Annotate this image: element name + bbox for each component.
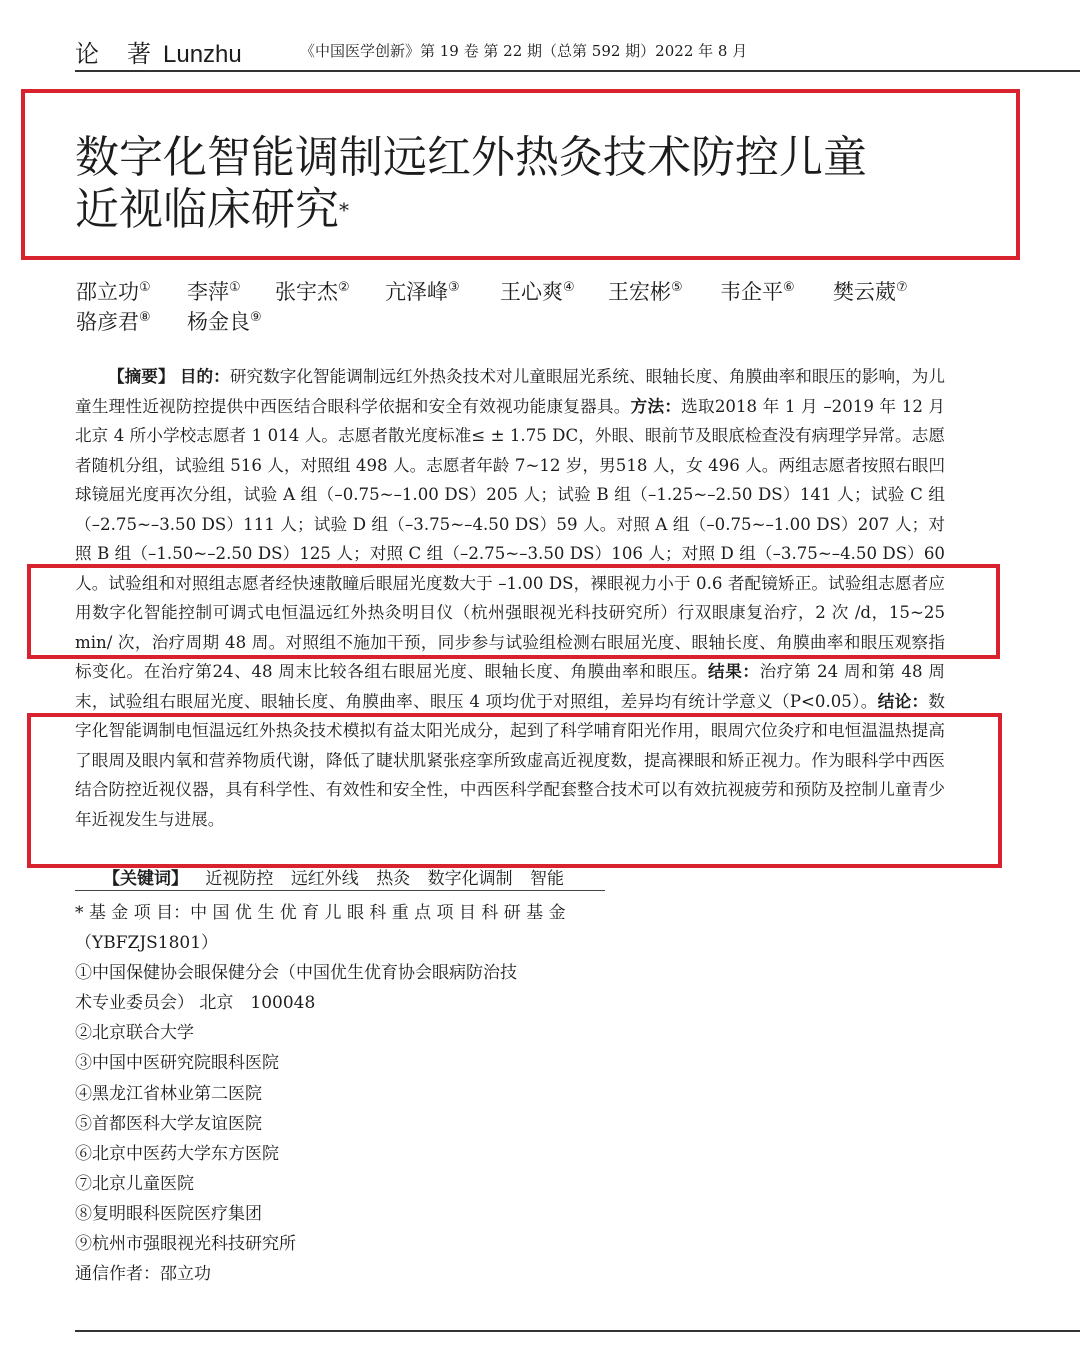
author-affiliation-mark: ② [338,280,350,295]
author-affiliation-mark: ⑥ [783,280,795,295]
fund-note: * 基 金 项 目：中 国 优 生 优 育 儿 眼 科 重 点 项 目 科 研 基 金 [75,903,566,923]
keyword: 数字化调制 [427,869,513,889]
author-affiliation-mark: ① [139,280,151,295]
conclusion-label: 结论： [877,691,929,711]
author [833,276,908,306]
author [76,276,151,306]
method-label: 方法： [630,396,682,416]
header-rule [75,70,1080,72]
section-label [75,34,242,69]
author-name: 邵立功 [76,280,139,304]
author [187,306,262,336]
affiliation: ③中国中医研究院眼科医院 [75,1053,279,1074]
affiliation: ⑥北京中医药大学东方医院 [75,1143,279,1164]
author-affiliation-mark: ④ [563,280,575,295]
keyword: 热灸 [376,869,411,889]
keyword: 远红外线 [290,869,359,889]
author-name: 王宏彬 [608,280,671,304]
title-footnote-mark: * [339,198,349,222]
title-line-2 [75,184,995,236]
conclusion-text: 数字化智能调制电恒温远红外热灸技术模拟有益太阳光成分，起到了科学哺育阳光作用，眼周穴位灸疗和电恒温温热提高了眼周及眼内氧和营养物质代谢，降低了睫状肌紧张痉挛所致虚高近视度数，提高裸眼和矫正视力。作为眼科学中西医结合防控近视仪器，具有科学性、有效性和安全性，中西医科学配套整合技术可以有效抗视疲劳和预防及控制儿童青少年近视发生与进展。 [75,691,945,829]
author [720,276,795,306]
author-name: 骆彦君 [76,310,139,334]
journal-citation: 《中国医学创新》第 19 卷 第 22 期（总第 592 期）2022 年 8 月 [300,42,748,60]
affiliation: ⑦北京儿童医院 [75,1173,194,1194]
abstract-label: 【摘要】 [108,367,175,386]
running-header [75,34,1080,74]
keyword: 智能 [530,869,565,889]
affiliation: ⑧复明眼科医院医疗集团 [75,1203,262,1224]
author-affiliation-mark: ⑦ [896,280,908,295]
footnotes [75,898,595,1289]
result-label: 结果： [708,662,760,681]
result-text: 治疗第 24 周和第 48 周末，试验组右眼屈光度、眼轴长度、角膜曲率、眼压 4 项均优于对照组，差异均有统计学意义（P<0.05）。 [75,662,946,711]
method-text: 选取2018 年 1 月 –2019 年 12 月北京 4 所小学校志愿者 1 014 人。志愿者散光度标准≤ ± 1.75 DC，外眼、眼前节及眼底检查没有病理学异常。志愿者随机分组，试验组 516 人，对照组 498 人。志愿者年龄 7~12 岁，男518 人，女 496 人。两组志愿者按照右眼凹球镜屈光度再次分组，试验 A 组（–0.75~–1.00 DS）205 人；试验 B 组（–1.25~–2.50 DS）141 人；试验 C 组（–2.75~–3.50 DS）111 人；试验 D 组（–3.75~–4.50 DS）59 人。对照 A 组（–0.75~–1.00 DS）207 人；对照 B 组（–1.50~–2.50 DS）125 人；对照 C 组（–2.75~–3.50 DS）106 人；对照 D 组（–3.75~–4.50 DS）60 人。试验组和对照组志愿者经快速散瞳后眼屈光度数大于 –1.00 DS，裸眼视力小于 0.6 者配镜矫正。试验组志愿者应用数字化智能控制可调式电恒温远红外热灸明目仪（杭州强眼视光科技研究所）行双眼康复治疗，2 次 /d，15~25 min/ 次，治疗周期 48 周。对照组不施加干预，同步参与试验组检测右眼屈光度、眼轴长度、角膜曲率和眼压观察指标变化。在治疗第24、48 周末比较各组右眼屈光度、眼轴长度、角膜曲率和眼压。 [75,396,945,681]
author-affiliation-mark: ③ [448,280,460,295]
keyword: 近视防控 [205,869,274,889]
author-name: 亢泽峰 [385,280,448,304]
author [76,306,151,336]
affiliation: ④黑龙江省林业第二医院 [75,1083,262,1104]
author-name: 杨金良 [187,310,250,334]
affiliation: ⑨杭州市强眼视光科技研究所 [75,1234,296,1255]
affiliation: 术专业委员会） 北京 100048 [75,993,316,1014]
keywords [75,867,675,891]
author [500,276,575,306]
author-name: 韦企平 [720,280,783,304]
author-name: 樊云葳 [833,280,896,304]
keywords-rule [75,890,605,891]
author [275,276,350,306]
title-line-1: 数字化智能调制远红外热灸技术防控儿童 [75,132,867,183]
footer-rule [75,1330,1080,1332]
author-affiliation-mark: ⑨ [250,310,262,325]
author-affiliation-mark: ① [229,280,241,295]
author [187,276,241,306]
corresponding-author: 通信作者：邵立功 [75,1264,211,1285]
keywords-label: 【关键词】 [103,869,188,889]
fund-note-number: （YBFZJS1801） [75,933,219,954]
author-name: 张宇杰 [275,280,338,304]
section-label-en: Lunzhu [163,41,242,68]
author [608,276,683,306]
abstract [75,362,945,834]
article-title [75,132,995,236]
affiliation: ①中国保健协会眼保健分会（中国优生优育协会眼病防治技 [75,963,517,984]
title-line-2-text: 近视临床研究 [75,184,339,235]
author [385,276,460,306]
purpose-text: 研究数字化智能调制远红外热灸技术对儿童眼屈光系统、眼轴长度、角膜曲率和眼压的影响，为儿童生理性近视防控提供中西医结合眼科学依据和安全有效视功能康复器具。 [75,367,946,416]
affiliation: ②北京联合大学 [75,1023,194,1044]
section-label-cn: 论 著 [75,40,153,68]
affiliation: ⑤首都医科大学友谊医院 [75,1113,262,1134]
author-affiliation-mark: ⑤ [671,280,683,295]
author-name: 王心爽 [500,280,563,304]
author-affiliation-mark: ⑧ [139,310,151,325]
purpose-label: 目的： [179,367,230,386]
author-name: 李萍 [187,280,229,304]
